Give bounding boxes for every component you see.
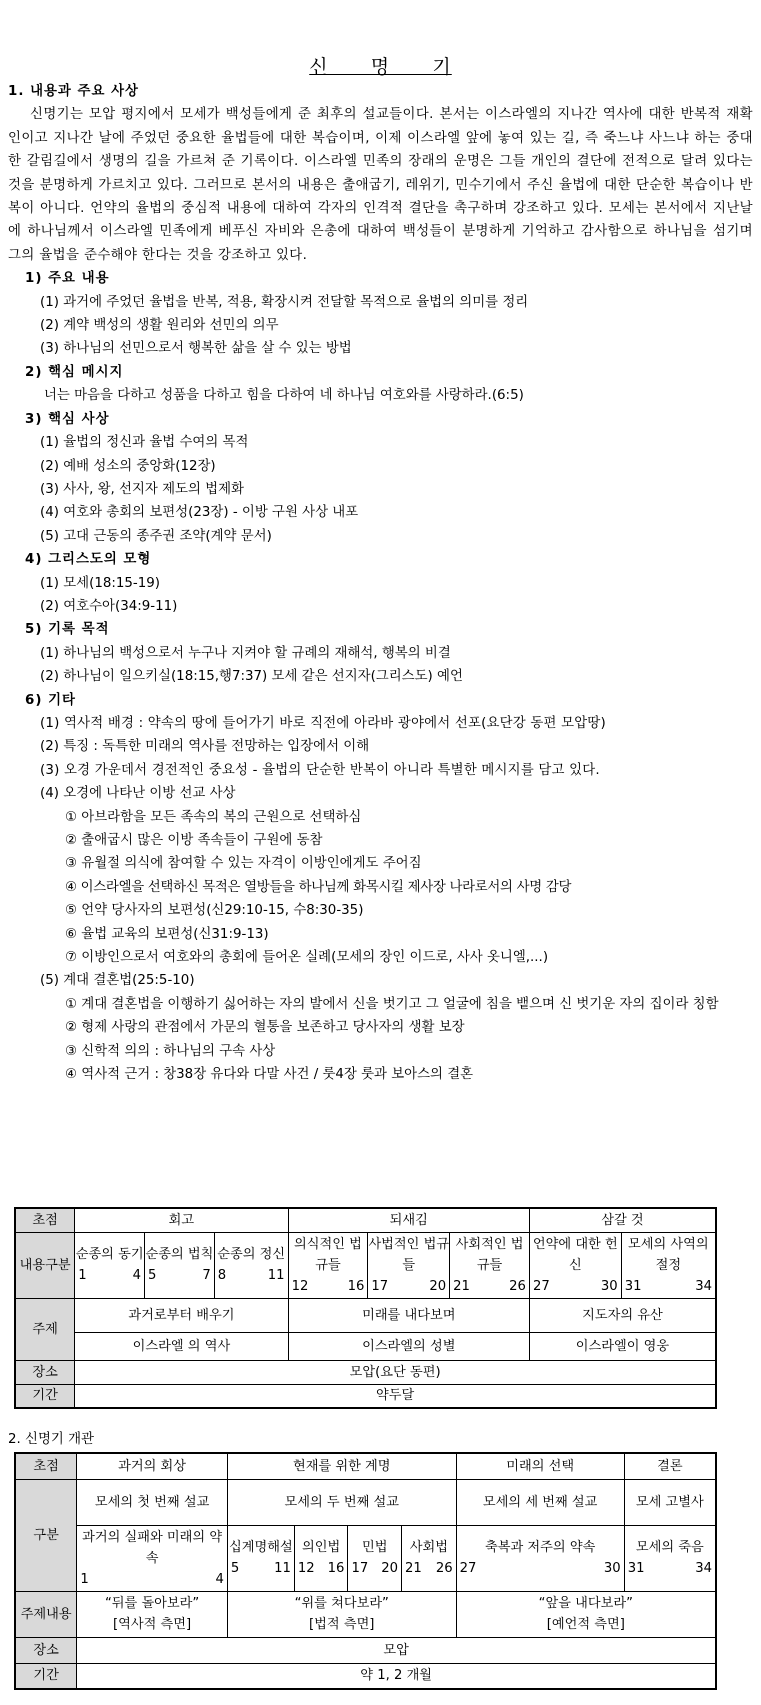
place-cell: 모압 <box>77 1637 716 1663</box>
row-header-division: 구분 <box>15 1479 77 1591</box>
row-header-period: 기간 <box>15 1663 77 1689</box>
theme-cell: 이스라엘이 영웅 <box>529 1332 716 1360</box>
period-cell: 약 1, 2 개월 <box>77 1663 716 1689</box>
sermon-cell: 모세 고별사 <box>624 1479 716 1525</box>
list-item: (1) 하나님의 백성으로서 누구나 지켜야 할 규례의 재해석, 행복의 비결 <box>40 645 451 661</box>
key-message-text: 너는 마음을 다하고 성품을 다하고 힘을 다하여 네 하나님 여호와를 사랑하라.(6:5) <box>44 388 524 404</box>
theme-cell: 지도자의 유산 <box>529 1298 716 1332</box>
document-body <box>8 80 753 1086</box>
subheading-types-of-christ: 4) 그리스도의 모형 <box>25 552 152 568</box>
sub-list-item: ③ 유월절 의식에 참여할 수 있는 자격이 이방인에게도 주어짐 <box>65 856 422 872</box>
division-cell: 모세의 사역의 절정 31 34 <box>621 1232 716 1298</box>
subheading-main-content: 1) 주요 내용 <box>25 271 110 287</box>
focus-cell: 결론 <box>624 1453 716 1479</box>
sermon-cell: 모세의 세 번째 설교 <box>456 1479 624 1525</box>
row-header-theme: 주제 <box>15 1298 75 1360</box>
theme-cell: 이스라엘 의 역사 <box>75 1332 288 1360</box>
list-item: (3) 하나님의 선민으로서 행복한 삶을 살 수 있는 방법 <box>40 341 352 357</box>
sub-list-item: ② 출애굽시 많은 이방 족속들이 구원에 동참 <box>65 833 323 848</box>
document-title: 신 명 기 <box>309 56 452 78</box>
division-cell: 순종의 법칙 5 7 <box>145 1232 215 1298</box>
subdivision-cell: 민법 17 20 <box>348 1525 402 1591</box>
list-item: (2) 계약 백성의 생활 원리와 선민의 의무 <box>40 318 279 334</box>
list-item: (3) 오경 가운데서 경전적인 중요성 - 율법의 단순한 반복이 아니라 특별한 메시지를 담고 있다. <box>40 762 600 778</box>
table-caption: 2. 신명기 개관 <box>8 1432 94 1447</box>
sub-list-item: ⑤ 언약 당사자의 보편성(신29:10-15, 수8:30-35) <box>65 903 364 919</box>
sermon-cell: 모세의 두 번째 설교 <box>227 1479 456 1525</box>
list-item: (1) 과거에 주었던 율법을 반복, 적용, 확장시켜 전달할 목적으로 율법의 의미를 정리 <box>40 294 529 310</box>
list-item: (3) 사사, 왕, 선지자 제도의 법제화 <box>40 481 244 497</box>
sermon-cell: 모세의 첫 번째 설교 <box>77 1479 228 1525</box>
list-item: (2) 하나님이 일으키실(18:15,행7:37) 모세 같은 선지자(그리스도) 예언 <box>40 669 463 685</box>
subheading-purpose: 5) 기록 목적 <box>25 622 110 638</box>
subdivision-cell: 의인법 12 16 <box>294 1525 348 1591</box>
list-item: (5) 고대 근동의 종주권 조약(계약 문서) <box>40 528 272 544</box>
period-cell: 약두달 <box>75 1384 716 1408</box>
theme-cell: 과거로부터 배우기 <box>75 1298 288 1332</box>
list-item: (4) 오경에 나타난 이방 선교 사상 <box>40 786 236 802</box>
theme-cell: “위를 쳐다보라” [법적 측면] <box>227 1591 456 1637</box>
sub-list-item: ④ 이스라엘을 선택하신 목적은 열방들을 하나님께 화목시킬 제사장 나라로서의 사명 감당 <box>65 879 572 895</box>
theme-cell: “앞을 내다보라” [예언적 측면] <box>456 1591 716 1637</box>
focus-cell: 회고 <box>75 1208 288 1232</box>
list-item: (1) 모세(18:15-19) <box>40 575 161 591</box>
sub-list-item: ① 아브라함을 모든 족속의 복의 근원으로 선택하심 <box>65 809 362 825</box>
section-heading: 1. 내용과 주요 사상 <box>8 84 139 99</box>
overview-table-2 <box>14 1452 717 1690</box>
theme-cell: 미래를 내다보며 <box>288 1298 529 1332</box>
division-cell: 순종의 정신 8 11 <box>214 1232 288 1298</box>
list-item: (4) 여호와 총회의 보편성(23장) - 이방 구원 사상 내포 <box>40 505 359 521</box>
division-cell: 순종의 동기 1 4 <box>75 1232 145 1298</box>
sub-list-item: ② 형제 사랑의 관점에서 가문의 혈통을 보존하고 당사자의 생활 보장 <box>65 1020 465 1036</box>
list-item: (5) 계대 결혼법(25:5-10) <box>40 973 195 989</box>
focus-cell: 되새김 <box>288 1208 529 1232</box>
sub-list-item: ⑦ 이방인으로서 여호와의 총회에 들어온 실례(모세의 장인 이드로, 사사 옷니엘,...) <box>65 950 549 966</box>
theme-cell: 이스라엘의 성별 <box>288 1332 529 1360</box>
sub-list-item: ① 계대 결혼법을 이행하기 싫어하는 자의 발에서 신을 벗기고 그 얼굴에 침을 뱉으며 신 벗기운 자의 집이라 칭함 <box>65 996 719 1012</box>
subdivision-cell: 모세의 죽음 31 34 <box>624 1525 716 1591</box>
focus-cell: 현재를 위한 계명 <box>227 1453 456 1479</box>
focus-cell: 삼갈 것 <box>529 1208 716 1232</box>
subdivision-cell: 과거의 실패와 미래의 약속 1 4 <box>77 1525 228 1591</box>
list-item: (2) 예배 성소의 중앙화(12장) <box>40 458 216 474</box>
division-cell: 사회적인 법규들 21 26 <box>450 1232 530 1298</box>
theme-cell: “뒤를 돌아보라” [역사적 측면] <box>77 1591 228 1637</box>
list-item: (1) 역사적 배경 : 약속의 땅에 들어가기 바로 직전에 아라바 광야에서 선포(요단강 동편 모압땅) <box>40 715 606 731</box>
division-cell: 사법적인 법규들 17 20 <box>368 1232 450 1298</box>
division-cell: 의식적인 법규들 12 16 <box>288 1232 368 1298</box>
row-header-period: 기간 <box>15 1384 75 1408</box>
place-cell: 모압(요단 동편) <box>75 1360 716 1384</box>
sub-list-item: ④ 역사적 근거 : 창38장 유다와 다말 사건 / 룻4장 룻과 보아스의 결혼 <box>65 1067 474 1083</box>
row-header-division: 내용구분 <box>15 1232 75 1298</box>
intro-paragraph: 신명기는 모압 평지에서 모세가 백성들에게 준 최후의 설교들이다. 본서는 이스라엘의 지나간 역사에 대한 반복적 재확인이고 지나간 날에 주었던 중요한 율법들에 대한 복습이며, 이제 이스라엘 앞에 놓여 있는 길, 즉 죽느냐 사느냐 하는 중대한 갈림길에서 생명의 길을 가르쳐 준 기록이다. 이스라엘 민족의 장래의 운명은 그들 개인의 결단에 전적으로 달려 있다는 것을 분명하게 가르치고 있다. 그러므로 본서의 내용은 출애굽기, 레위기, 민수기에서 주신 율법에 대한 단순한 복습이나 반복이 아니다. 언약의 율법의 중심적 내용에 대하여 각자의 인격적 결단을 촉구하며 강조하고 있다. 모세는 본서에서 지난날에 하나님께서 이스라엘 민족에게 베푸신 자비와 은총에 대하여 백성들이 분명하게 기억하고 감사함으로 하나님을 섬기며 그의 율법을 준수해야 한다는 것을 강조하고 있다. <box>8 107 753 263</box>
sub-list-item: ③ 신학적 의의 : 하나님의 구속 사상 <box>65 1043 276 1059</box>
row-header-theme: 주제내용 <box>15 1591 77 1637</box>
row-header-place: 장소 <box>15 1360 75 1384</box>
subheading-key-ideas: 3) 핵심 사상 <box>25 411 110 427</box>
row-header-focus: 초점 <box>15 1453 77 1479</box>
list-item: (2) 특징 : 독특한 미래의 역사를 전망하는 입장에서 이해 <box>40 739 370 755</box>
list-item: (2) 여호수아(34:9-11) <box>40 598 178 614</box>
subheading-other: 6) 기타 <box>25 692 76 708</box>
subdivision-cell: 십계명해설 5 11 <box>227 1525 294 1591</box>
row-header-place: 장소 <box>15 1637 77 1663</box>
sub-list-item: ⑥ 율법 교육의 보편성(신31:9-13) <box>65 926 269 942</box>
overview-table-1 <box>14 1207 717 1409</box>
subdivision-cell: 사회법 21 26 <box>402 1525 457 1591</box>
row-header-focus: 초점 <box>15 1208 75 1232</box>
list-item: (1) 율법의 정신과 율법 수여의 목적 <box>40 435 249 451</box>
focus-cell: 과거의 회상 <box>77 1453 228 1479</box>
subdivision-cell: 축복과 저주의 약속 27 30 <box>456 1525 624 1591</box>
subheading-key-message: 2) 핵심 메시지 <box>25 364 124 380</box>
focus-cell: 미래의 선택 <box>456 1453 624 1479</box>
division-cell: 언약에 대한 헌신 27 30 <box>529 1232 621 1298</box>
